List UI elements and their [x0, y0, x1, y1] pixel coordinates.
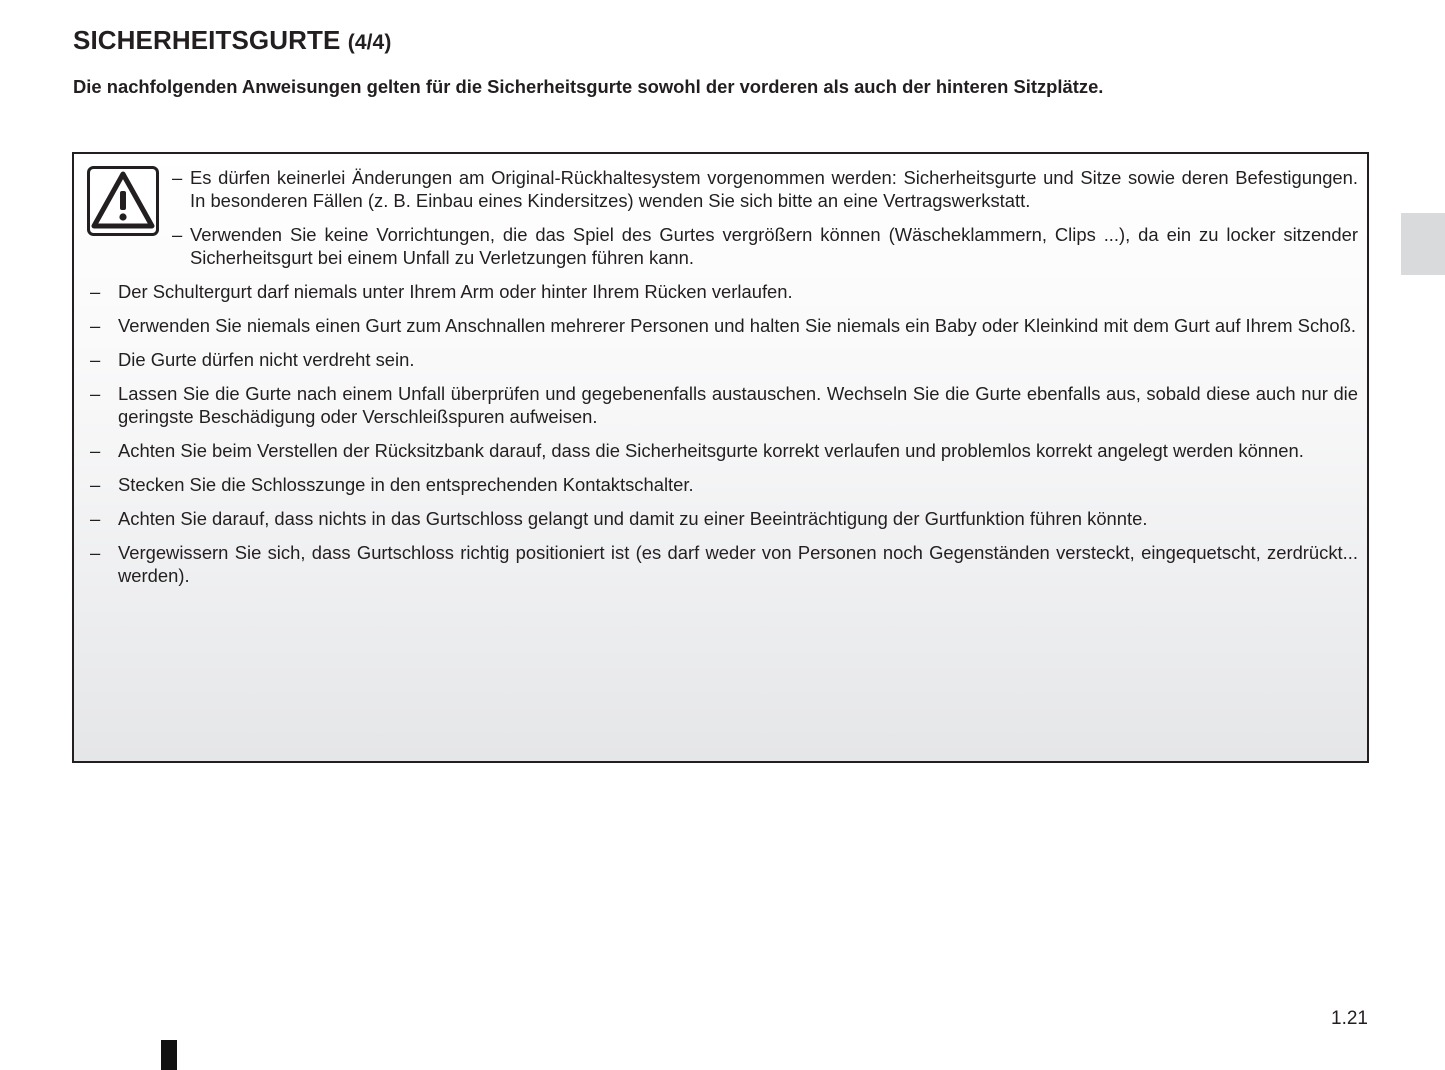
- print-mark: [161, 1040, 177, 1070]
- warning-top-item: – Es dürfen keinerlei Änderungen am Original-Rückhaltesystem vorgenommen werden: Sicherheitsgurte und Sitze sowie deren Befestigungen. In besonderen Fällen (z. B. Einbau eines Kindersitzes) wenden Sie sich bitte an eine Vertragswerkstatt.: [172, 166, 1358, 212]
- warning-item: – Vergewissern Sie sich, dass Gurtschloss richtig positioniert ist (es darf weder von Personen noch Gegenständen versteckt, eingequetscht, zerdrückt... werden).: [90, 541, 1358, 587]
- intro-text: Die nachfolgenden Anweisungen gelten für die Sicherheitsgurte sowohl der vorderen als auch der hinteren Sitzplätze.: [73, 76, 1104, 97]
- warning-list: [90, 280, 1358, 598]
- warning-top-list: [172, 166, 1358, 280]
- warning-triangle-icon: [87, 166, 159, 236]
- warning-item: – Lassen Sie die Gurte nach einem Unfall überprüfen und gegebenenfalls austauschen. Wechseln Sie die Gurte ebenfalls aus, sobald diese auch nur die geringste Beschädigung oder Verschleißspuren aufweisen.: [90, 382, 1358, 428]
- warning-item: – Die Gurte dürfen nicht verdreht sein.: [90, 348, 1358, 371]
- warning-box: [72, 152, 1369, 763]
- warning-item: – Achten Sie beim Verstellen der Rücksitzbank darauf, dass die Sicherheitsgurte korrekt verlaufen und problemlos korrekt angelegt werden können.: [90, 439, 1358, 462]
- warning-item: – Verwenden Sie niemals einen Gurt zum Anschnallen mehrerer Personen und halten Sie niemals ein Baby oder Kleinkind mit dem Gurt auf Ihrem Schoß.: [90, 314, 1358, 337]
- title-text: SICHERHEITSGURTE: [73, 25, 341, 55]
- warning-item: – Der Schultergurt darf niemals unter Ihrem Arm oder hinter Ihrem Rücken verlaufen.: [90, 280, 1358, 303]
- warning-item: – Achten Sie darauf, dass nichts in das Gurtschloss gelangt und damit zu einer Beeinträchtigung der Gurtfunktion führen könnte.: [90, 507, 1358, 530]
- page-title: [73, 24, 391, 59]
- chapter-tab: [1401, 213, 1445, 275]
- warning-item: – Stecken Sie die Schlosszunge in den entsprechenden Kontaktschalter.: [90, 473, 1358, 496]
- warning-top-item: – Verwenden Sie keine Vorrichtungen, die das Spiel des Gurtes vergrößern können (Wäscheklammern, Clips ...), da ein zu locker sitzender Sicherheitsgurt bei einem Unfall zu Verletzungen führen kann.: [172, 223, 1358, 269]
- page-number: 1.21: [1331, 1008, 1368, 1029]
- title-part-indicator: (4/4): [347, 31, 392, 54]
